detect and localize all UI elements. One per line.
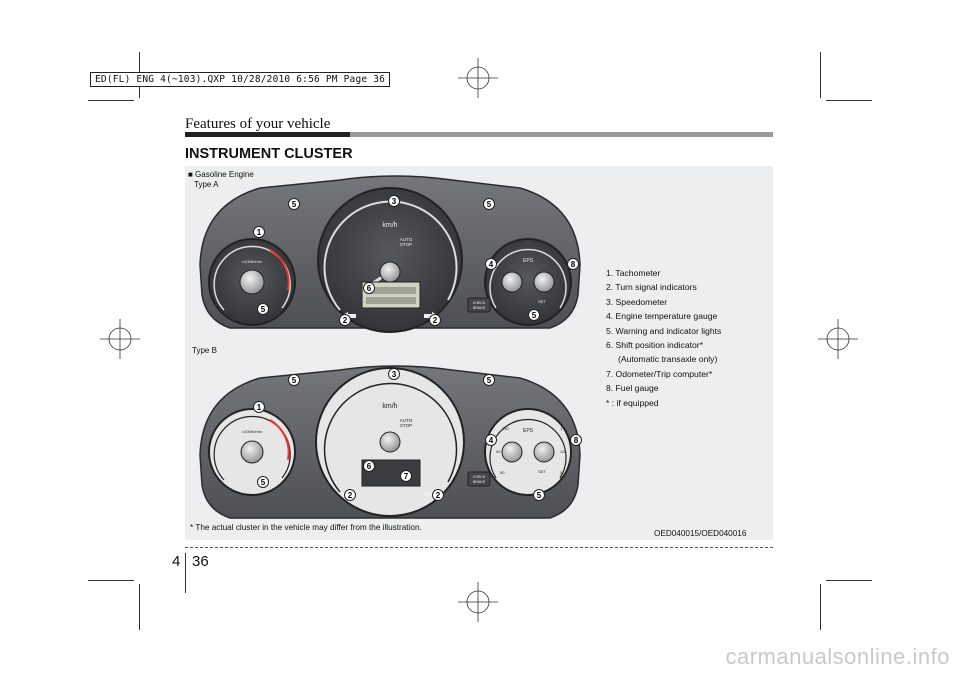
svg-text:8: 8 [570, 260, 576, 269]
svg-text:5: 5 [531, 311, 537, 320]
callout-4 [486, 435, 497, 446]
page-number-divider [185, 553, 186, 593]
svg-text:7: 7 [403, 472, 409, 481]
registration-mark-left [100, 319, 140, 359]
svg-text:5: 5 [291, 200, 297, 209]
registration-mark-top [458, 58, 498, 98]
svg-text:5: 5 [260, 305, 266, 314]
callout-1 [254, 402, 265, 413]
tachometer-hub [241, 441, 263, 463]
callout-5 [258, 304, 269, 315]
callout-5 [484, 199, 495, 210]
callout-6 [364, 461, 375, 472]
svg-text:2: 2 [432, 316, 438, 325]
auto-stop-bottom-a: STOP [399, 242, 413, 247]
temp-high-label: 130 [502, 426, 509, 431]
svg-text:2: 2 [342, 316, 348, 325]
speed-unit-type-a: km/h [382, 222, 398, 229]
callout-5 [258, 477, 269, 488]
speedometer-hub [380, 432, 400, 452]
engine-label: ■ Gasoline Engine [188, 170, 254, 179]
svg-text:3: 3 [391, 370, 397, 379]
svg-text:5: 5 [486, 376, 492, 385]
svg-text:3: 3 [391, 197, 397, 206]
legend-item: 4. Engine temperature gauge [606, 311, 718, 322]
speedometer-face [318, 188, 462, 332]
callout-6 [364, 283, 375, 294]
registration-mark-right [818, 319, 858, 359]
legend-item: 1. Tachometer [606, 268, 661, 278]
callout-3 [389, 369, 400, 380]
fuel-half-label: 1/2 [560, 449, 566, 454]
fuel-gauge-hub [534, 442, 554, 462]
watermark: carmanualsonline.info [725, 644, 950, 669]
fuel-full-label: 1 [560, 426, 563, 431]
callout-5 [484, 375, 495, 386]
callout-2 [430, 315, 441, 326]
type-b-label: Type B [192, 346, 217, 355]
legend-item: 6. Shift position indicator* [606, 340, 703, 351]
auto-stop-bottom-b: STOP [399, 423, 413, 428]
legend-item: 5. Warning and indicator lights [606, 325, 722, 336]
legend-item-note: (Automatic transaxle only) [618, 354, 718, 365]
callout-8 [571, 435, 582, 446]
section-title: Features of your vehicle [185, 116, 331, 132]
header-rule-accent [185, 132, 350, 137]
speedometer-hub [380, 262, 400, 282]
svg-text:5: 5 [291, 376, 297, 385]
callout-5 [529, 310, 540, 321]
callout-7 [401, 471, 412, 482]
eps-label-type-b: EPS [522, 428, 534, 434]
temp-gauge-face [485, 239, 571, 325]
svg-text:1: 1 [256, 403, 262, 412]
auto-stop-top-b: AUTO [399, 418, 413, 423]
temp-gauge-hub [502, 272, 522, 292]
tach-unit-type-b: x1000r/min [242, 429, 262, 434]
eps-label-type-a: EPS [522, 258, 534, 264]
legend-item: 2. Turn signal indicators [606, 282, 697, 293]
legend-item: 7. Odometer/Trip computer* [606, 368, 713, 379]
temp-mid-label: 90 [496, 449, 501, 454]
svg-text:6: 6 [366, 462, 372, 471]
print-slug: ED(FL) ENG 4(~103).QXP 10/28/2010 6:56 PM Page 36 [90, 72, 390, 87]
callout-5 [289, 199, 300, 210]
set-label-type-a: SET [538, 299, 546, 304]
page-number: 36 [192, 553, 209, 570]
image-codes: OED040015/OED040016 [654, 529, 747, 538]
callout-2 [345, 490, 356, 501]
temp-low-label: 50 [500, 470, 505, 475]
speed-unit-type-b: km/h [382, 403, 398, 410]
svg-text:1: 1 [256, 228, 262, 237]
auto-stop-top-a: AUTO [399, 237, 413, 242]
svg-text:5: 5 [260, 478, 266, 487]
callout-4 [486, 259, 497, 270]
tach-unit-type-a: x1000r/min [242, 259, 262, 264]
svg-text:5: 5 [536, 491, 542, 500]
callout-3 [389, 196, 400, 207]
brake-top-b: CHECK [472, 475, 486, 479]
fuel-empty-label: 0 [560, 470, 563, 475]
footer-rule [185, 547, 773, 548]
svg-text:2: 2 [347, 491, 353, 500]
svg-text:6: 6 [366, 284, 372, 293]
legend-item: 8. Fuel gauge [606, 383, 659, 394]
set-label-type-b: SET [538, 469, 546, 474]
type-a-label: Type A [194, 180, 219, 189]
callout-1 [254, 227, 265, 238]
legend-item: 3. Speedometer [606, 296, 668, 307]
tachometer-hub [240, 270, 264, 294]
temp-gauge-hub [502, 442, 522, 462]
legend-list [606, 266, 721, 410]
cluster-illustrations [190, 170, 590, 540]
fuel-gauge-hub [534, 272, 554, 292]
callout-8 [568, 259, 579, 270]
svg-text:8: 8 [573, 436, 579, 445]
callout-5 [534, 490, 545, 501]
cluster-type-b [200, 366, 580, 518]
registration-mark-bottom [458, 582, 498, 622]
callout-5 [289, 375, 300, 386]
illustration-footnote: * The actual cluster in the vehicle may differ from the illustration. [190, 523, 422, 532]
svg-text:5: 5 [486, 200, 492, 209]
callout-2 [340, 315, 351, 326]
callout-2 [433, 490, 444, 501]
chapter-title: INSTRUMENT CLUSTER [185, 146, 353, 162]
brake-bottom-a: BRAKE [472, 306, 486, 310]
brake-top-a: CHECK [472, 301, 486, 305]
svg-text:4: 4 [488, 260, 494, 269]
chapter-number: 4 [172, 553, 181, 570]
brake-bottom-b: BRAKE [472, 480, 486, 484]
svg-text:4: 4 [488, 436, 494, 445]
svg-text:2: 2 [435, 491, 441, 500]
legend-footnote: * : if equipped [606, 397, 659, 408]
